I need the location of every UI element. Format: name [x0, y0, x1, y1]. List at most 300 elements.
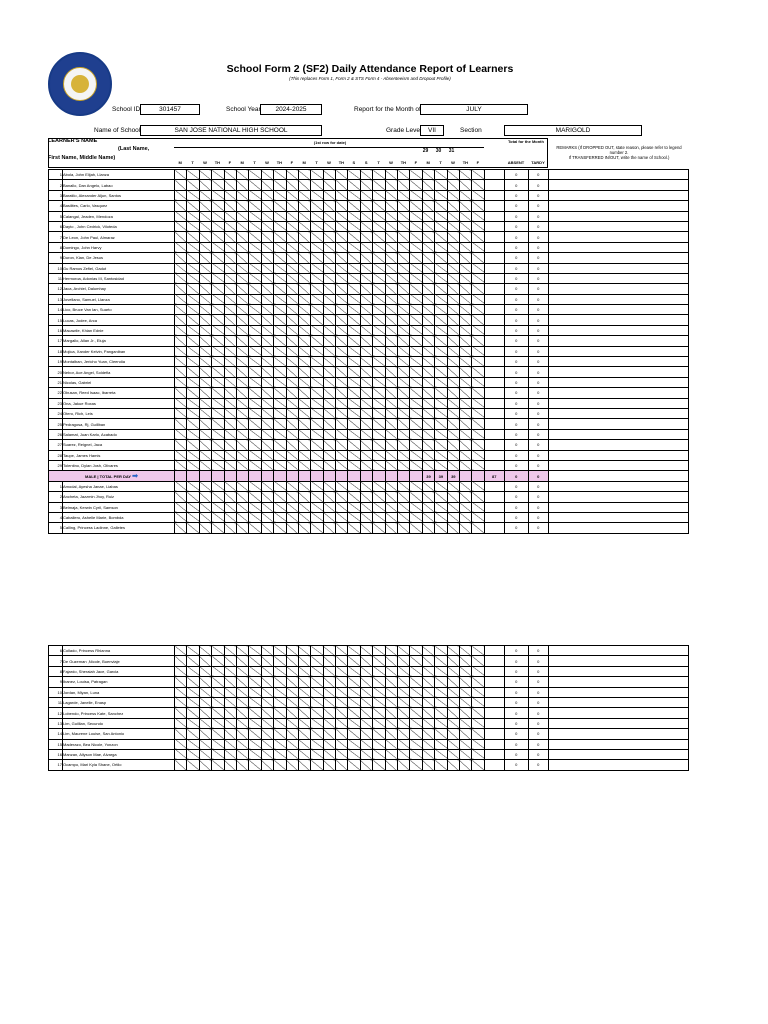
attendance-cell[interactable]	[286, 201, 298, 211]
remarks-cell[interactable]	[548, 440, 688, 450]
attendance-cell[interactable]	[261, 315, 273, 325]
attendance-cell[interactable]	[360, 284, 372, 294]
attendance-cell[interactable]	[373, 523, 385, 533]
attendance-cell[interactable]	[422, 170, 434, 180]
attendance-cell[interactable]	[199, 170, 211, 180]
attendance-cell[interactable]	[236, 440, 248, 450]
attendance-cell[interactable]	[187, 305, 199, 315]
attendance-cell[interactable]	[435, 429, 447, 439]
attendance-cell[interactable]	[298, 232, 310, 242]
attendance-cell[interactable]	[348, 315, 360, 325]
attendance-cell[interactable]	[311, 201, 323, 211]
attendance-cell[interactable]	[274, 170, 286, 180]
attendance-cell[interactable]	[175, 419, 187, 429]
attendance-cell[interactable]	[261, 325, 273, 335]
attendance-cell[interactable]	[373, 502, 385, 512]
attendance-cell[interactable]	[360, 190, 372, 200]
attendance-cell[interactable]	[175, 429, 187, 439]
attendance-cell[interactable]	[274, 377, 286, 387]
attendance-cell[interactable]	[422, 450, 434, 460]
attendance-cell[interactable]	[410, 180, 422, 190]
attendance-cell[interactable]	[187, 253, 199, 263]
attendance-cell[interactable]	[373, 325, 385, 335]
attendance-cell[interactable]	[224, 429, 236, 439]
attendance-cell[interactable]	[199, 440, 211, 450]
attendance-cell[interactable]	[472, 201, 484, 211]
attendance-cell[interactable]	[249, 729, 261, 739]
attendance-cell[interactable]	[398, 284, 410, 294]
attendance-cell[interactable]	[212, 232, 224, 242]
attendance-cell[interactable]	[336, 232, 348, 242]
attendance-cell[interactable]	[422, 512, 434, 522]
attendance-cell[interactable]	[360, 305, 372, 315]
attendance-cell[interactable]	[298, 708, 310, 718]
attendance-cell[interactable]	[236, 232, 248, 242]
attendance-cell[interactable]	[447, 460, 459, 470]
attendance-cell[interactable]	[336, 284, 348, 294]
attendance-cell[interactable]	[236, 294, 248, 304]
attendance-cell[interactable]	[261, 388, 273, 398]
attendance-cell[interactable]	[311, 294, 323, 304]
attendance-cell[interactable]	[249, 512, 261, 522]
attendance-cell[interactable]	[187, 450, 199, 460]
attendance-cell[interactable]	[385, 211, 397, 221]
attendance-cell[interactable]	[274, 523, 286, 533]
attendance-cell[interactable]	[336, 388, 348, 398]
attendance-cell[interactable]	[360, 336, 372, 346]
attendance-cell[interactable]	[336, 273, 348, 283]
attendance-cell[interactable]	[187, 325, 199, 335]
attendance-cell[interactable]	[360, 232, 372, 242]
attendance-cell[interactable]	[236, 419, 248, 429]
attendance-cell[interactable]	[410, 325, 422, 335]
attendance-cell[interactable]	[459, 180, 471, 190]
attendance-cell[interactable]	[199, 305, 211, 315]
attendance-cell[interactable]	[175, 253, 187, 263]
attendance-cell[interactable]	[398, 408, 410, 418]
remarks-cell[interactable]	[548, 697, 688, 707]
attendance-cell[interactable]	[459, 242, 471, 252]
attendance-cell[interactable]	[175, 760, 187, 770]
attendance-cell[interactable]	[360, 263, 372, 273]
attendance-cell[interactable]	[385, 408, 397, 418]
attendance-cell[interactable]	[298, 398, 310, 408]
attendance-cell[interactable]	[249, 273, 261, 283]
attendance-cell[interactable]	[348, 708, 360, 718]
attendance-cell[interactable]	[311, 180, 323, 190]
attendance-cell[interactable]	[249, 377, 261, 387]
attendance-cell[interactable]	[236, 253, 248, 263]
attendance-cell[interactable]	[348, 677, 360, 687]
attendance-cell[interactable]	[175, 242, 187, 252]
attendance-cell[interactable]	[435, 325, 447, 335]
attendance-cell[interactable]	[236, 408, 248, 418]
attendance-cell[interactable]	[187, 502, 199, 512]
attendance-cell[interactable]	[212, 677, 224, 687]
attendance-cell[interactable]	[459, 749, 471, 759]
attendance-cell[interactable]	[199, 729, 211, 739]
attendance-cell[interactable]	[422, 357, 434, 367]
attendance-cell[interactable]	[224, 377, 236, 387]
attendance-cell[interactable]	[298, 739, 310, 749]
attendance-cell[interactable]	[212, 440, 224, 450]
attendance-cell[interactable]	[373, 388, 385, 398]
attendance-cell[interactable]	[323, 419, 335, 429]
attendance-cell[interactable]	[422, 523, 434, 533]
attendance-cell[interactable]	[249, 687, 261, 697]
attendance-cell[interactable]	[373, 346, 385, 356]
attendance-cell[interactable]	[175, 450, 187, 460]
attendance-cell[interactable]	[175, 481, 187, 491]
attendance-cell[interactable]	[459, 492, 471, 502]
attendance-cell[interactable]	[385, 242, 397, 252]
attendance-cell[interactable]	[348, 646, 360, 656]
attendance-cell[interactable]	[286, 677, 298, 687]
attendance-cell[interactable]	[422, 263, 434, 273]
attendance-cell[interactable]	[472, 708, 484, 718]
attendance-cell[interactable]	[472, 460, 484, 470]
attendance-cell[interactable]	[261, 273, 273, 283]
attendance-cell[interactable]	[435, 739, 447, 749]
attendance-cell[interactable]	[323, 481, 335, 491]
attendance-cell[interactable]	[311, 677, 323, 687]
attendance-cell[interactable]	[236, 377, 248, 387]
attendance-cell[interactable]	[435, 760, 447, 770]
attendance-cell[interactable]	[323, 440, 335, 450]
attendance-cell[interactable]	[212, 429, 224, 439]
attendance-cell[interactable]	[472, 739, 484, 749]
attendance-cell[interactable]	[199, 346, 211, 356]
attendance-cell[interactable]	[286, 315, 298, 325]
attendance-cell[interactable]	[199, 460, 211, 470]
attendance-cell[interactable]	[410, 739, 422, 749]
attendance-cell[interactable]	[385, 708, 397, 718]
attendance-cell[interactable]	[336, 512, 348, 522]
attendance-cell[interactable]	[348, 440, 360, 450]
attendance-cell[interactable]	[286, 708, 298, 718]
attendance-cell[interactable]	[212, 729, 224, 739]
attendance-cell[interactable]	[360, 708, 372, 718]
attendance-cell[interactable]	[249, 523, 261, 533]
attendance-cell[interactable]	[447, 502, 459, 512]
attendance-cell[interactable]	[447, 450, 459, 460]
attendance-cell[interactable]	[373, 232, 385, 242]
attendance-cell[interactable]	[261, 377, 273, 387]
attendance-cell[interactable]	[236, 367, 248, 377]
attendance-cell[interactable]	[224, 492, 236, 502]
attendance-cell[interactable]	[459, 408, 471, 418]
attendance-cell[interactable]	[323, 697, 335, 707]
attendance-cell[interactable]	[286, 739, 298, 749]
attendance-cell[interactable]	[385, 666, 397, 676]
attendance-cell[interactable]	[311, 336, 323, 346]
attendance-cell[interactable]	[224, 677, 236, 687]
attendance-cell[interactable]	[422, 481, 434, 491]
attendance-cell[interactable]	[435, 273, 447, 283]
attendance-cell[interactable]	[212, 523, 224, 533]
attendance-cell[interactable]	[447, 325, 459, 335]
attendance-cell[interactable]	[175, 492, 187, 502]
attendance-cell[interactable]	[224, 325, 236, 335]
attendance-cell[interactable]	[336, 450, 348, 460]
attendance-cell[interactable]	[348, 221, 360, 231]
attendance-cell[interactable]	[410, 729, 422, 739]
attendance-cell[interactable]	[348, 687, 360, 697]
attendance-cell[interactable]	[187, 656, 199, 666]
attendance-cell[interactable]	[187, 388, 199, 398]
attendance-cell[interactable]	[298, 502, 310, 512]
attendance-cell[interactable]	[236, 697, 248, 707]
attendance-cell[interactable]	[360, 492, 372, 502]
remarks-cell[interactable]	[548, 739, 688, 749]
attendance-cell[interactable]	[261, 481, 273, 491]
attendance-cell[interactable]	[348, 346, 360, 356]
attendance-cell[interactable]	[199, 367, 211, 377]
attendance-cell[interactable]	[410, 263, 422, 273]
attendance-cell[interactable]	[298, 677, 310, 687]
attendance-cell[interactable]	[398, 440, 410, 450]
attendance-cell[interactable]	[336, 419, 348, 429]
attendance-cell[interactable]	[236, 729, 248, 739]
attendance-cell[interactable]	[199, 666, 211, 676]
attendance-cell[interactable]	[447, 656, 459, 666]
attendance-cell[interactable]	[323, 284, 335, 294]
attendance-cell[interactable]	[323, 305, 335, 315]
attendance-cell[interactable]	[249, 502, 261, 512]
attendance-cell[interactable]	[472, 211, 484, 221]
attendance-cell[interactable]	[435, 315, 447, 325]
attendance-cell[interactable]	[385, 656, 397, 666]
attendance-cell[interactable]	[323, 429, 335, 439]
attendance-cell[interactable]	[298, 221, 310, 231]
attendance-cell[interactable]	[385, 377, 397, 387]
attendance-cell[interactable]	[261, 242, 273, 252]
attendance-cell[interactable]	[323, 677, 335, 687]
attendance-cell[interactable]	[236, 284, 248, 294]
attendance-cell[interactable]	[373, 315, 385, 325]
attendance-cell[interactable]	[311, 232, 323, 242]
attendance-cell[interactable]	[175, 687, 187, 697]
attendance-cell[interactable]	[212, 408, 224, 418]
remarks-cell[interactable]	[548, 325, 688, 335]
attendance-cell[interactable]	[298, 377, 310, 387]
attendance-cell[interactable]	[447, 201, 459, 211]
attendance-cell[interactable]	[236, 346, 248, 356]
attendance-cell[interactable]	[175, 666, 187, 676]
attendance-cell[interactable]	[348, 749, 360, 759]
remarks-cell[interactable]	[548, 388, 688, 398]
attendance-cell[interactable]	[187, 749, 199, 759]
attendance-cell[interactable]	[360, 646, 372, 656]
attendance-cell[interactable]	[472, 408, 484, 418]
attendance-cell[interactable]	[472, 512, 484, 522]
attendance-cell[interactable]	[348, 429, 360, 439]
attendance-cell[interactable]	[422, 760, 434, 770]
attendance-cell[interactable]	[410, 346, 422, 356]
attendance-cell[interactable]	[447, 284, 459, 294]
attendance-cell[interactable]	[360, 408, 372, 418]
attendance-cell[interactable]	[410, 656, 422, 666]
attendance-cell[interactable]	[373, 687, 385, 697]
attendance-cell[interactable]	[398, 450, 410, 460]
attendance-cell[interactable]	[236, 523, 248, 533]
attendance-cell[interactable]	[459, 346, 471, 356]
attendance-cell[interactable]	[385, 677, 397, 687]
attendance-cell[interactable]	[360, 367, 372, 377]
attendance-cell[interactable]	[298, 646, 310, 656]
attendance-cell[interactable]	[274, 367, 286, 377]
attendance-cell[interactable]	[298, 201, 310, 211]
attendance-cell[interactable]	[323, 242, 335, 252]
attendance-cell[interactable]	[435, 336, 447, 346]
attendance-cell[interactable]	[311, 666, 323, 676]
attendance-cell[interactable]	[274, 419, 286, 429]
attendance-cell[interactable]	[422, 388, 434, 398]
attendance-cell[interactable]	[199, 481, 211, 491]
attendance-cell[interactable]	[422, 325, 434, 335]
attendance-cell[interactable]	[286, 325, 298, 335]
attendance-cell[interactable]	[398, 760, 410, 770]
attendance-cell[interactable]	[447, 739, 459, 749]
remarks-cell[interactable]	[548, 656, 688, 666]
attendance-cell[interactable]	[459, 263, 471, 273]
attendance-cell[interactable]	[398, 211, 410, 221]
attendance-cell[interactable]	[336, 708, 348, 718]
attendance-cell[interactable]	[236, 336, 248, 346]
attendance-cell[interactable]	[323, 367, 335, 377]
attendance-cell[interactable]	[175, 367, 187, 377]
attendance-cell[interactable]	[410, 253, 422, 263]
attendance-cell[interactable]	[311, 481, 323, 491]
attendance-cell[interactable]	[274, 388, 286, 398]
attendance-cell[interactable]	[286, 170, 298, 180]
attendance-cell[interactable]	[298, 419, 310, 429]
attendance-cell[interactable]	[175, 211, 187, 221]
attendance-cell[interactable]	[472, 677, 484, 687]
attendance-cell[interactable]	[459, 398, 471, 408]
attendance-cell[interactable]	[187, 211, 199, 221]
attendance-cell[interactable]	[472, 429, 484, 439]
attendance-cell[interactable]	[385, 221, 397, 231]
attendance-cell[interactable]	[360, 481, 372, 491]
attendance-cell[interactable]	[298, 718, 310, 728]
attendance-cell[interactable]	[398, 523, 410, 533]
attendance-cell[interactable]	[187, 760, 199, 770]
attendance-cell[interactable]	[298, 367, 310, 377]
attendance-cell[interactable]	[311, 346, 323, 356]
attendance-cell[interactable]	[336, 718, 348, 728]
attendance-cell[interactable]	[410, 666, 422, 676]
attendance-cell[interactable]	[459, 729, 471, 739]
attendance-cell[interactable]	[212, 273, 224, 283]
attendance-cell[interactable]	[360, 666, 372, 676]
attendance-cell[interactable]	[187, 263, 199, 273]
attendance-cell[interactable]	[261, 408, 273, 418]
attendance-cell[interactable]	[311, 739, 323, 749]
attendance-cell[interactable]	[187, 440, 199, 450]
attendance-cell[interactable]	[298, 687, 310, 697]
attendance-cell[interactable]	[435, 201, 447, 211]
attendance-cell[interactable]	[472, 325, 484, 335]
attendance-cell[interactable]	[472, 697, 484, 707]
attendance-cell[interactable]	[261, 677, 273, 687]
attendance-cell[interactable]	[459, 190, 471, 200]
attendance-cell[interactable]	[212, 305, 224, 315]
attendance-cell[interactable]	[422, 211, 434, 221]
attendance-cell[interactable]	[410, 708, 422, 718]
attendance-cell[interactable]	[422, 697, 434, 707]
attendance-cell[interactable]	[385, 749, 397, 759]
attendance-cell[interactable]	[323, 739, 335, 749]
attendance-cell[interactable]	[261, 760, 273, 770]
attendance-cell[interactable]	[360, 687, 372, 697]
attendance-cell[interactable]	[323, 460, 335, 470]
attendance-cell[interactable]	[447, 646, 459, 656]
attendance-cell[interactable]	[435, 357, 447, 367]
attendance-cell[interactable]	[398, 729, 410, 739]
attendance-cell[interactable]	[311, 263, 323, 273]
attendance-cell[interactable]	[472, 388, 484, 398]
attendance-cell[interactable]	[336, 749, 348, 759]
attendance-cell[interactable]	[274, 481, 286, 491]
attendance-cell[interactable]	[224, 221, 236, 231]
attendance-cell[interactable]	[360, 419, 372, 429]
attendance-cell[interactable]	[398, 263, 410, 273]
attendance-cell[interactable]	[435, 687, 447, 697]
attendance-cell[interactable]	[199, 294, 211, 304]
attendance-cell[interactable]	[224, 253, 236, 263]
attendance-cell[interactable]	[274, 749, 286, 759]
attendance-cell[interactable]	[274, 708, 286, 718]
remarks-cell[interactable]	[548, 687, 688, 697]
attendance-cell[interactable]	[212, 284, 224, 294]
attendance-cell[interactable]	[175, 263, 187, 273]
attendance-cell[interactable]	[224, 398, 236, 408]
attendance-cell[interactable]	[286, 760, 298, 770]
attendance-cell[interactable]	[261, 180, 273, 190]
attendance-cell[interactable]	[385, 481, 397, 491]
attendance-cell[interactable]	[435, 492, 447, 502]
attendance-cell[interactable]	[410, 502, 422, 512]
attendance-cell[interactable]	[323, 708, 335, 718]
section-field[interactable]: MARIGOLD	[504, 125, 642, 136]
attendance-cell[interactable]	[410, 336, 422, 346]
attendance-cell[interactable]	[311, 377, 323, 387]
attendance-cell[interactable]	[187, 718, 199, 728]
attendance-cell[interactable]	[348, 492, 360, 502]
attendance-cell[interactable]	[224, 180, 236, 190]
attendance-cell[interactable]	[199, 646, 211, 656]
attendance-cell[interactable]	[459, 450, 471, 460]
attendance-cell[interactable]	[435, 232, 447, 242]
attendance-cell[interactable]	[410, 315, 422, 325]
attendance-cell[interactable]	[410, 294, 422, 304]
attendance-cell[interactable]	[348, 253, 360, 263]
attendance-cell[interactable]	[336, 460, 348, 470]
attendance-cell[interactable]	[385, 646, 397, 656]
attendance-cell[interactable]	[274, 346, 286, 356]
attendance-cell[interactable]	[398, 253, 410, 263]
attendance-cell[interactable]	[236, 708, 248, 718]
attendance-cell[interactable]	[360, 388, 372, 398]
attendance-cell[interactable]	[199, 523, 211, 533]
attendance-cell[interactable]	[261, 749, 273, 759]
attendance-cell[interactable]	[373, 170, 385, 180]
attendance-cell[interactable]	[435, 419, 447, 429]
attendance-cell[interactable]	[298, 263, 310, 273]
attendance-cell[interactable]	[311, 523, 323, 533]
attendance-cell[interactable]	[385, 523, 397, 533]
